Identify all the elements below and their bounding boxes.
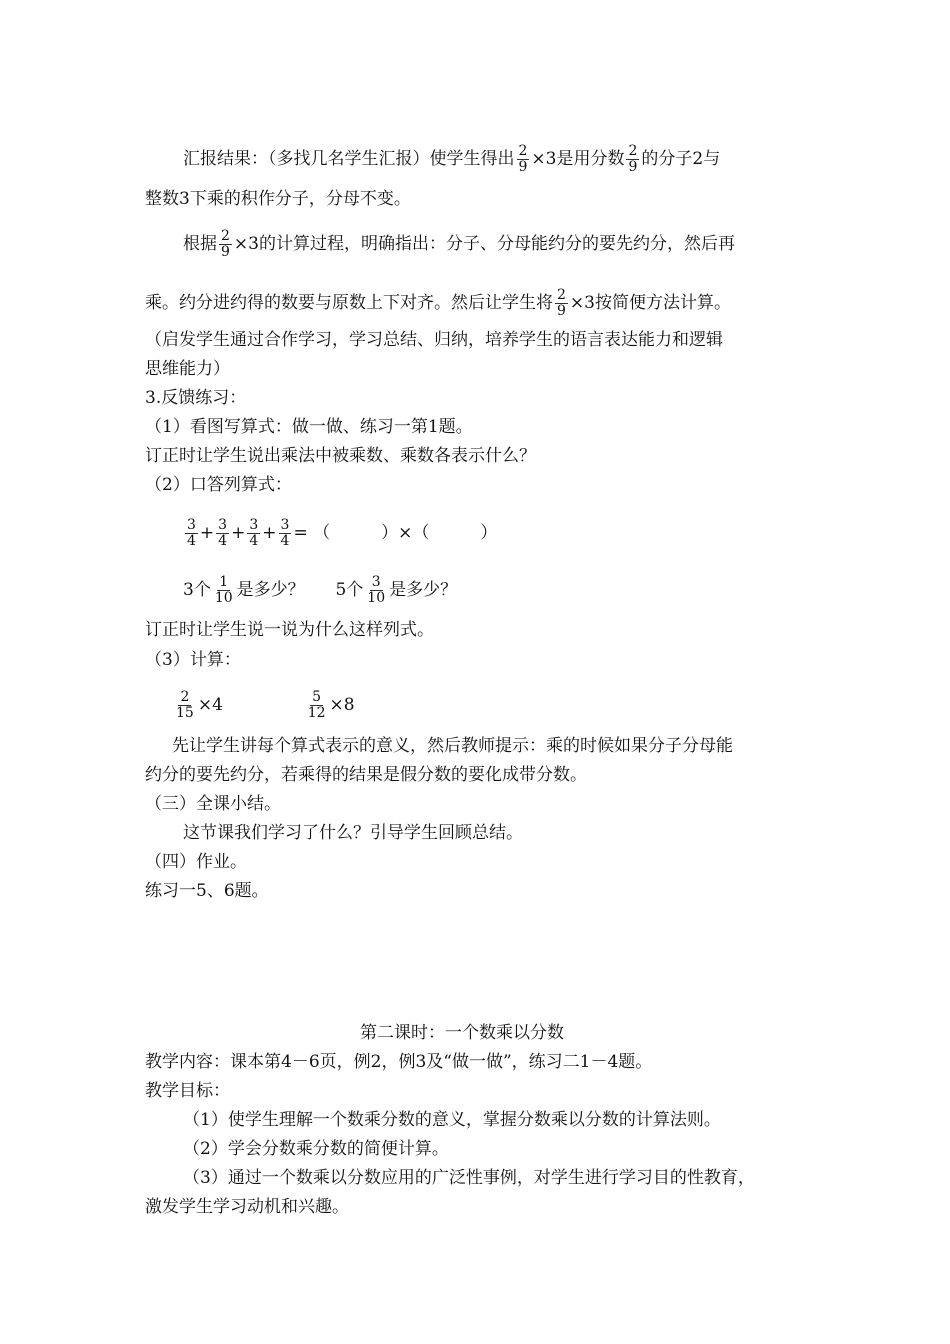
section-heading: 3.反馈练习：: [145, 388, 247, 408]
expression-line: $\frac{2}{15}$ ×4 $\frac{5}{12}$ ×8: [176, 689, 355, 721]
fraction: $\frac{2}{9}$: [518, 143, 528, 175]
fraction: $\frac{2}{15}$: [176, 689, 194, 721]
fraction: $\frac{2}{9}$: [557, 287, 566, 319]
section-heading: （三）全课小结。: [145, 794, 281, 814]
text-line: 激发学生学习动机和兴趣。: [145, 1197, 349, 1217]
fraction: $\frac{3}{4}$: [218, 517, 228, 549]
text-line: 订正时让学生说出乘法中被乘数、乘数各表示什么？: [145, 446, 536, 466]
fraction: $\frac{2}{9}$: [628, 143, 638, 175]
text-line: （1）看图写算式：做一做、练习一第1题。: [145, 417, 473, 437]
text-line: （3）计算：: [145, 650, 241, 670]
text-line: （2）学会分数乘分数的简便计算。: [183, 1139, 449, 1159]
section-heading: （四）作业。: [145, 852, 247, 872]
text-line: 根据 $\frac{2}{9}$ ×3的计算过程，明确指出：分子、分母能约分的要先约分，然后再: [183, 228, 735, 260]
text-line: 这节课我们学习了什么？引导学生回顾总结。: [183, 823, 523, 843]
text-line: 订正时让学生说一说为什么这样列式。: [145, 620, 434, 640]
fraction: $\frac{3}{10}$: [367, 574, 386, 606]
text-line: （1）使学生理解一个数乘分数的意义，掌握分数乘以分数的计算法则。: [183, 1110, 721, 1130]
fraction: $\frac{3}{4}$: [249, 517, 259, 549]
text-line: 练习一5、6题。: [145, 881, 269, 901]
text-line: （启发学生通过合作学习，学习总结、归纳，培养学生的语言表达能力和逻辑: [145, 330, 723, 350]
fraction: $\frac{3}{4}$: [187, 517, 196, 549]
fraction: $\frac{5}{12}$: [307, 689, 326, 721]
text-line: （2）口答列算式：: [145, 475, 292, 495]
fraction: $\frac{2}{9}$: [221, 228, 230, 260]
text-line: 乘。约分进约得的数要与原数上下对齐。然后让学生将 $\frac{2}{9}$ ×3按简便方法计算。: [145, 287, 731, 319]
text-line: （3）通过一个数乘以分数应用的广泛性事例，对学生进行学习目的性教育，: [183, 1168, 755, 1188]
text-line: 思维能力）: [145, 359, 230, 379]
text-line: 先让学生讲每个算式表示的意义，然后教师提示：乘的时候如果分子分母能: [172, 736, 733, 756]
text-line: 约分的要先约分，若乘得的结果是假分数的要化成带分数。: [145, 765, 587, 785]
expression-line: 3个 $\frac{1}{10}$ 是多少？ 5个 $\frac{3}{10}$ 是多少？: [183, 574, 458, 606]
text-line: 汇报结果：（多找几名学生汇报）使学生得出 $\frac{2}{9}$ ×3是用分数 $\frac{2}{9}$ 的分子2与: [183, 143, 721, 175]
fraction: $\frac{1}{10}$: [214, 574, 233, 606]
expression-line: $\frac{3}{4}$ + $\frac{3}{4}$ + $\frac{3}{4}$ + $\frac{3}{4}$ = （ ）×（ ）: [187, 517, 498, 549]
text-line: 整数3下乘的积作分子，分母不变。: [145, 189, 411, 209]
text-line: 教学内容：课本第4－6页，例2，例3及“做一做”，练习二1－4题。: [145, 1052, 653, 1072]
lesson-title: 第二课时：一个数乘以分数: [360, 1023, 564, 1043]
fraction: $\frac{3}{4}$: [280, 517, 290, 549]
text-line: 教学目标：: [145, 1081, 230, 1101]
